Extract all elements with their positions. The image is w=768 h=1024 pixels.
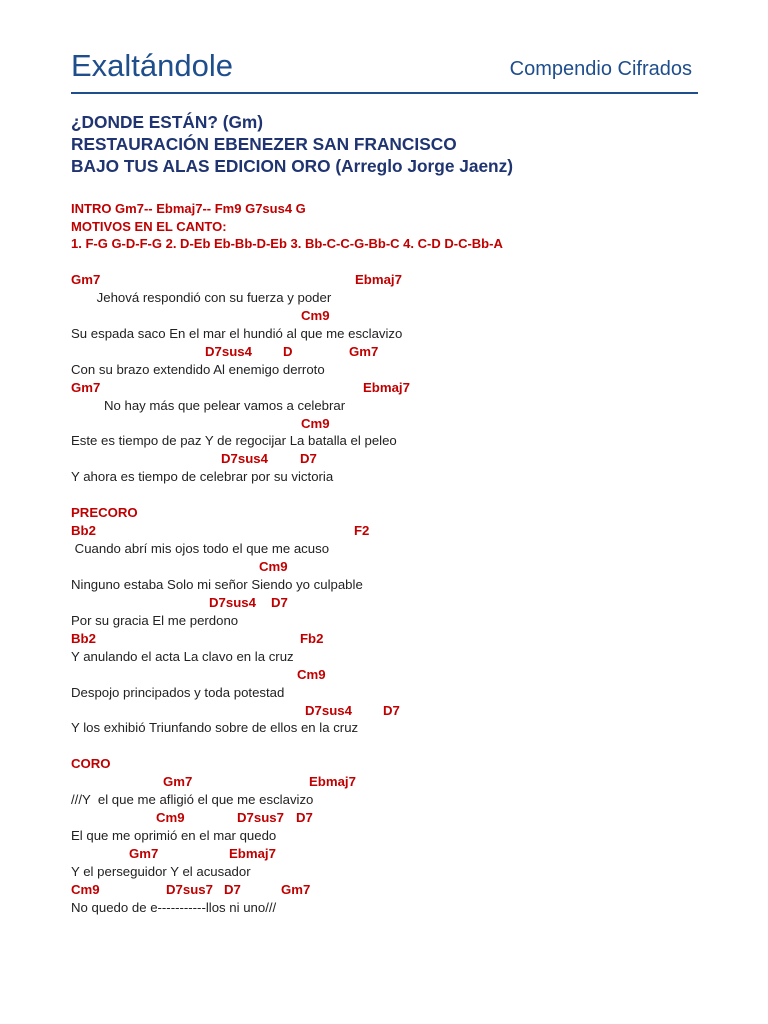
chord: D7sus7 [166,881,213,897]
chord: D7sus7 [237,810,284,826]
chord-line [71,522,711,540]
chord: Gm7 [71,272,101,287]
lyric-line: Despojo principados y toda potestad [71,684,285,700]
lyric-line: Y el perseguidor Y el acusador [71,863,251,879]
chord: D7sus4 [209,594,256,610]
chord: Ebmaj7 [309,774,356,790]
chord-line [71,271,711,289]
chord: D7 [271,594,288,610]
chord-line [71,558,711,576]
blank-line [71,737,711,755]
brand-title: Exaltándole [71,48,234,83]
chord-line [71,630,711,648]
chord: Cm9 [301,307,330,323]
lyric-line: Con su brazo extendido Al enemigo derroto [71,361,325,377]
chord-line [71,415,711,433]
chord-line [71,379,711,397]
chord-line [71,702,711,720]
chord-line [71,343,711,361]
motivos-line: 1. F-G G-D-F-G 2. D-Eb Eb-Bb-D-Eb 3. Bb-C-C-G-Bb-C 4. C-D D-C-Bb-A [71,236,503,251]
lyric-line: Y anulando el acta La clavo en la cruz [71,648,294,664]
page-header [71,48,698,94]
section-heading: PRECORO [71,505,138,521]
lyric-line: Y ahora es tiempo de celebrar por su victoria [71,469,334,485]
chord-line [71,881,711,899]
lyric-line: Este es tiempo de paz Y de regocijar La batalla el peleo [71,433,397,449]
chord-line [71,666,711,684]
chord-line [71,450,711,468]
chord: Gm7 [281,881,311,897]
lyric-line: Jehová respondió con su fuerza y poder [71,289,332,305]
lyric-line: Y los exhibió Triunfando sobre de ellos en la cruz [71,720,359,736]
chord: Ebmaj7 [355,272,402,287]
chord: Cm9 [259,559,288,574]
chord: Gm7 [71,379,101,395]
intro-line: INTRO Gm7-- Ebmaj7-- Fm9 G7sus4 G [71,201,306,216]
chord: Fb2 [300,630,324,646]
chord: Bb2 [71,630,96,646]
lyric-line: No quedo de e-----------llos ni uno/// [71,899,277,915]
lyric-line: No hay más que pelear vamos a celebrar [71,397,346,413]
song-body [71,271,711,917]
chord: D7 [296,810,313,826]
song-intro-info [71,200,711,253]
chord: D7 [300,451,317,467]
site-name: Compendio Cifrados [509,58,692,80]
chord: Cm9 [71,881,100,897]
chord: Cm9 [297,666,326,682]
section-heading: CORO [71,756,111,772]
chord: F2 [354,523,370,539]
chord: Cm9 [301,415,330,431]
chord: Ebmaj7 [363,379,410,395]
chord-line [71,809,711,827]
chord-line [71,845,711,863]
chord: Gm7 [349,343,379,359]
chord: D7 [224,881,241,897]
lyric-line: Ninguno estaba Solo mi señor Siendo yo culpable [71,576,363,592]
chord: Ebmaj7 [229,846,276,861]
chord: D7sus4 [221,451,268,467]
song-artist: RESTAURACIÓN EBENEZER SAN FRANCISCO [71,134,457,154]
chord: Gm7 [129,846,159,861]
song-title: ¿DONDE ESTÁN? (Gm) [71,112,264,132]
chord: D7sus4 [205,343,252,359]
chord: Cm9 [156,810,185,826]
motivos-heading: MOTIVOS EN EL CANTO: [71,218,227,234]
blank-line [71,486,711,504]
song-album: BAJO TUS ALAS EDICION ORO (Arreglo Jorge Jaenz) [71,156,514,176]
chord: D [283,343,293,359]
chord: Gm7 [163,774,193,790]
lyric-line: Cuando abrí mis ojos todo el que me acuso [71,541,330,557]
chord-line [71,773,711,791]
chord-line [71,307,711,325]
lyric-line: Por su gracia El me perdono [71,612,239,628]
lyric-line: Su espada saco En el mar el hundió al que me esclavizo [71,325,403,341]
chord-line [71,594,711,612]
song-titles [71,111,711,177]
chord: Bb2 [71,523,96,539]
lyric-line: El que me oprimió en el mar quedo [71,828,277,844]
chord: D7sus4 [305,702,352,718]
chord: D7 [383,702,400,718]
lyric-line: ///Y el que me afligió el que me esclavizo [71,792,314,808]
